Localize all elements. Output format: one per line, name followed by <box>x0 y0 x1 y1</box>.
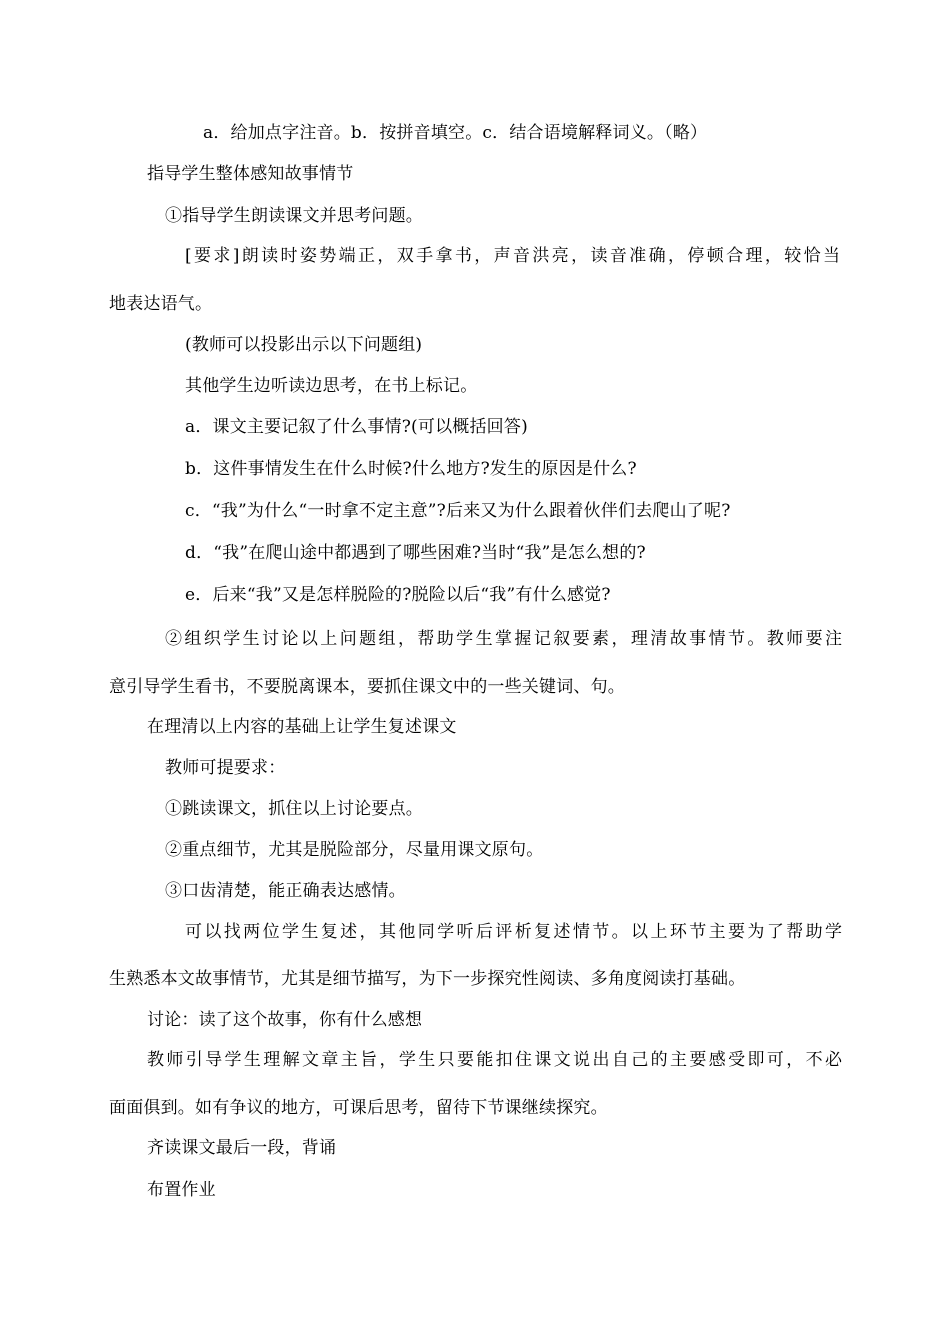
step-1-read-aloud: ①指导学生朗读课文并思考问题。 <box>165 206 423 226</box>
discussion-guidance-line-2: 面面俱到。如有争议的地方，可课后思考，留待下节课继续探究。 <box>109 1098 608 1118</box>
discussion-guidance-line-1: 教师引导学生理解文章主旨，学生只要能扣住课文说出自己的主要感受即可，不必 <box>147 1050 842 1070</box>
question-d: d．“我”在爬山途中都遇到了哪些困难?当时“我”是怎么想的? <box>185 543 646 563</box>
retell-requirement-3: ③口齿清楚，能正确表达感情。 <box>165 881 406 901</box>
retell-summary-line-1: 可以找两位学生复述，其他同学听后评析复述情节。以上环节主要为了帮助学 <box>185 922 842 942</box>
question-a: a．课文主要记叙了什么事情?(可以概括回答) <box>185 417 528 437</box>
question-c: c．“我”为什么“一时拿不定主意”?后来又为什么跟着伙伴们去爬山了呢? <box>185 501 731 521</box>
question-e: e．后来“我”又是怎样脱险的?脱险以后“我”有什么感觉? <box>185 585 611 605</box>
step-2-discussion-line-1: ②组织学生讨论以上问题组，帮助学生掌握记叙要素，理清故事情节。教师要注 <box>165 629 842 649</box>
section-heading-homework: 布置作业 <box>147 1180 216 1200</box>
requirement-line-1: [要求]朗读时姿势端正，双手拿书，声音洪亮，读音准确，停顿合理，较恰当 <box>185 246 840 266</box>
section-heading-perceive-plot: 指导学生整体感知故事情节 <box>147 164 354 184</box>
projection-note: (教师可以投影出示以下问题组) <box>185 335 423 355</box>
listen-think-note: 其他学生边听读边思考，在书上标记。 <box>185 376 478 396</box>
retell-requirement-1: ①跳读课文，抓住以上讨论要点。 <box>165 799 423 819</box>
step-2-discussion-line-2: 意引导学生看书，不要脱离课本，要抓住课文中的一些关键词、句。 <box>109 677 625 697</box>
retell-requirement-2: ②重点细节，尤其是脱险部分，尽量用课文原句。 <box>165 840 544 860</box>
section-heading-retell: 在理清以上内容的基础上让学生复述课文 <box>147 717 457 737</box>
section-heading-discussion: 讨论：读了这个故事，你有什么感想 <box>147 1010 423 1030</box>
teacher-requirements-label: 教师可提要求： <box>165 758 286 778</box>
paragraph-exercise-line: a．给加点字注音。b．按拼音填空。c．结合语境解释词义。（略） <box>203 123 708 143</box>
section-heading-recite: 齐读课文最后一段，背诵 <box>147 1138 337 1158</box>
question-b: b．这件事情发生在什么时候?什么地方?发生的原因是什么? <box>185 459 637 479</box>
retell-summary-line-2: 生熟悉本文故事情节，尤其是细节描写，为下一步探究性阅读、多角度阅读打基础。 <box>109 969 746 989</box>
requirement-line-2: 地表达语气。 <box>109 294 213 314</box>
